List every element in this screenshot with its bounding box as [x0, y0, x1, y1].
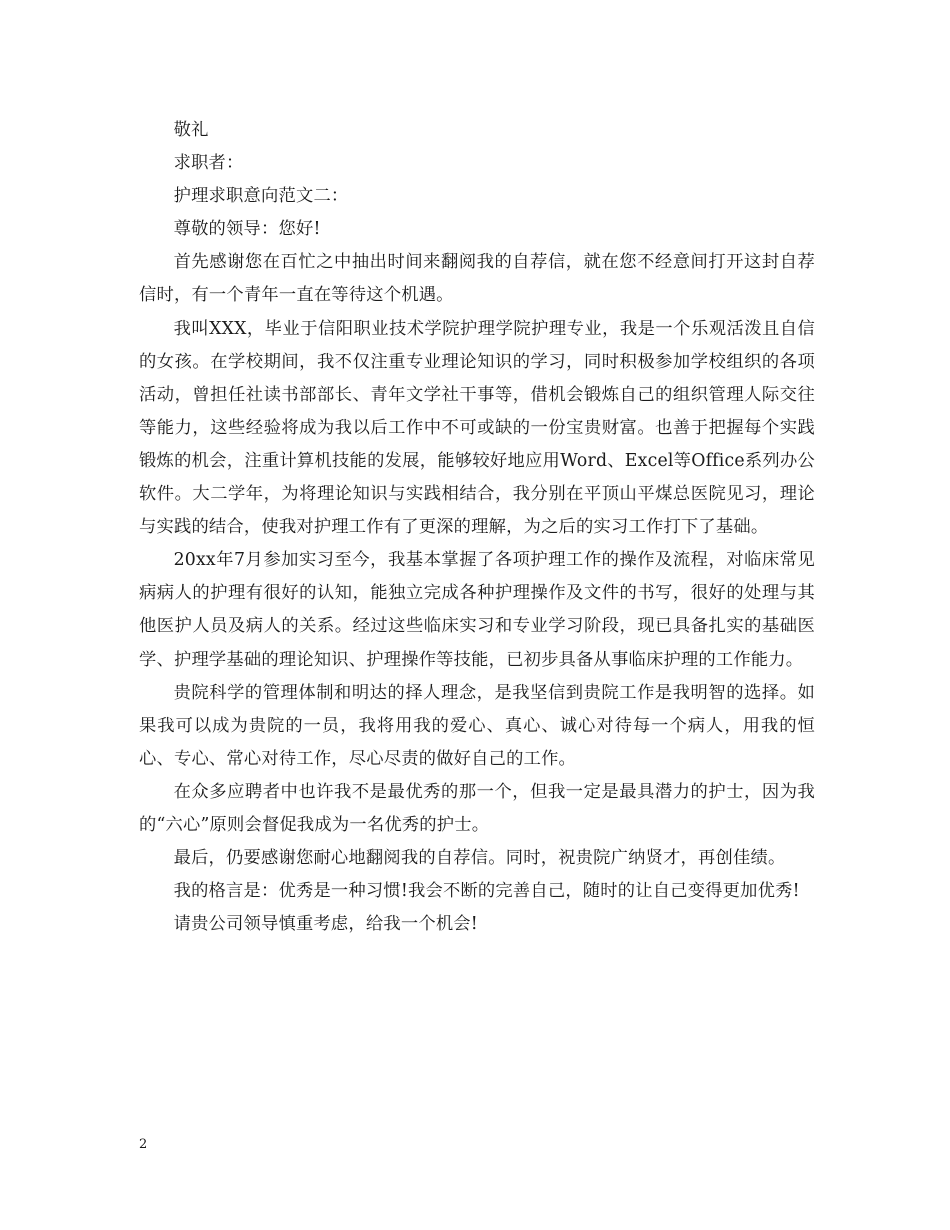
paragraph-internship: 20xx年7月参加实习至今，我基本掌握了各项护理工作的操作及流程，对临床常见病病人的护理有很好的认知，能独立完成各种护理操作及文件的书写，很好的处理与其他医护人员及病人的关系。经过这些临床实习和专业学习阶段，现已具备扎实的基础医学、护理学基础的理论知识、护理操作等技能，已初步具备从事临床护理的工作能力。: [139, 550, 815, 670]
paragraph-request: 请贵公司领导慎重考虑，给我一个机会!: [173, 914, 478, 935]
paragraph-motivation: 贵院科学的管理体制和明达的择人理念，是我坚信到贵院工作是我明智的选择。如果我可以成为贵院的一员，我将用我的爱心、真心、诚心对待每一个病人，用我的恒心、专心、常心对待工作，尽心尽责的做好自己的工作。: [139, 682, 815, 769]
paragraph-potential: 在众多应聘者中也许我不是最优秀的那一个，但我一定是最具潜力的护士，因为我的“六心”原则会督促我成为一名优秀的护士。: [139, 781, 815, 835]
paragraph-intro: 首先感谢您在百忙之中抽出时间来翻阅我的自荐信，就在您不经意间打开这封自荐信时，有一个青年一直在等待这个机遇。: [139, 252, 815, 306]
applicant-signature-line: 求职者：: [173, 153, 244, 174]
greeting: 尊敬的领导：您好!: [173, 219, 321, 240]
section-title: 护理求职意向范文二：: [173, 186, 349, 207]
paragraph-thanks: 最后，仍要感谢您耐心地翻阅我的自荐信。同时，祝贵院广纳贤才，再创佳绩。: [173, 848, 786, 869]
letter-body: [139, 114, 815, 941]
page-number: 2: [139, 1137, 148, 1152]
closing-salutation: 敬礼: [173, 120, 209, 140]
paragraph-background: 我叫XXX，毕业于信阳职业技术学院护理学院护理专业，我是一个乐观活泼且自信的女孩。在学校期间，我不仅注重专业理论知识的学习，同时积极参加学校组织的各项活动，曾担任社读书部部长、青年文学社干事等，借机会锻炼自己的组织管理人际交往等能力，这些经验将成为我以后工作中不可或缺的一份宝贵财富。也善于把握每个实践锻炼的机会，注重计算机技能的发展，能够较好地应用Word、Excel等Office系列办公软件。大二学年，为将理论知识与实践相结合，我分别在平顶山平煤总医院见习，理论与实践的结合，使我对护理工作有了更深的理解，为之后的实习工作打下了基础。: [139, 318, 815, 538]
paragraph-motto: 我的格言是：优秀是一种习惯!我会不断的完善自己，随时的让自己变得更加优秀!: [173, 881, 800, 902]
